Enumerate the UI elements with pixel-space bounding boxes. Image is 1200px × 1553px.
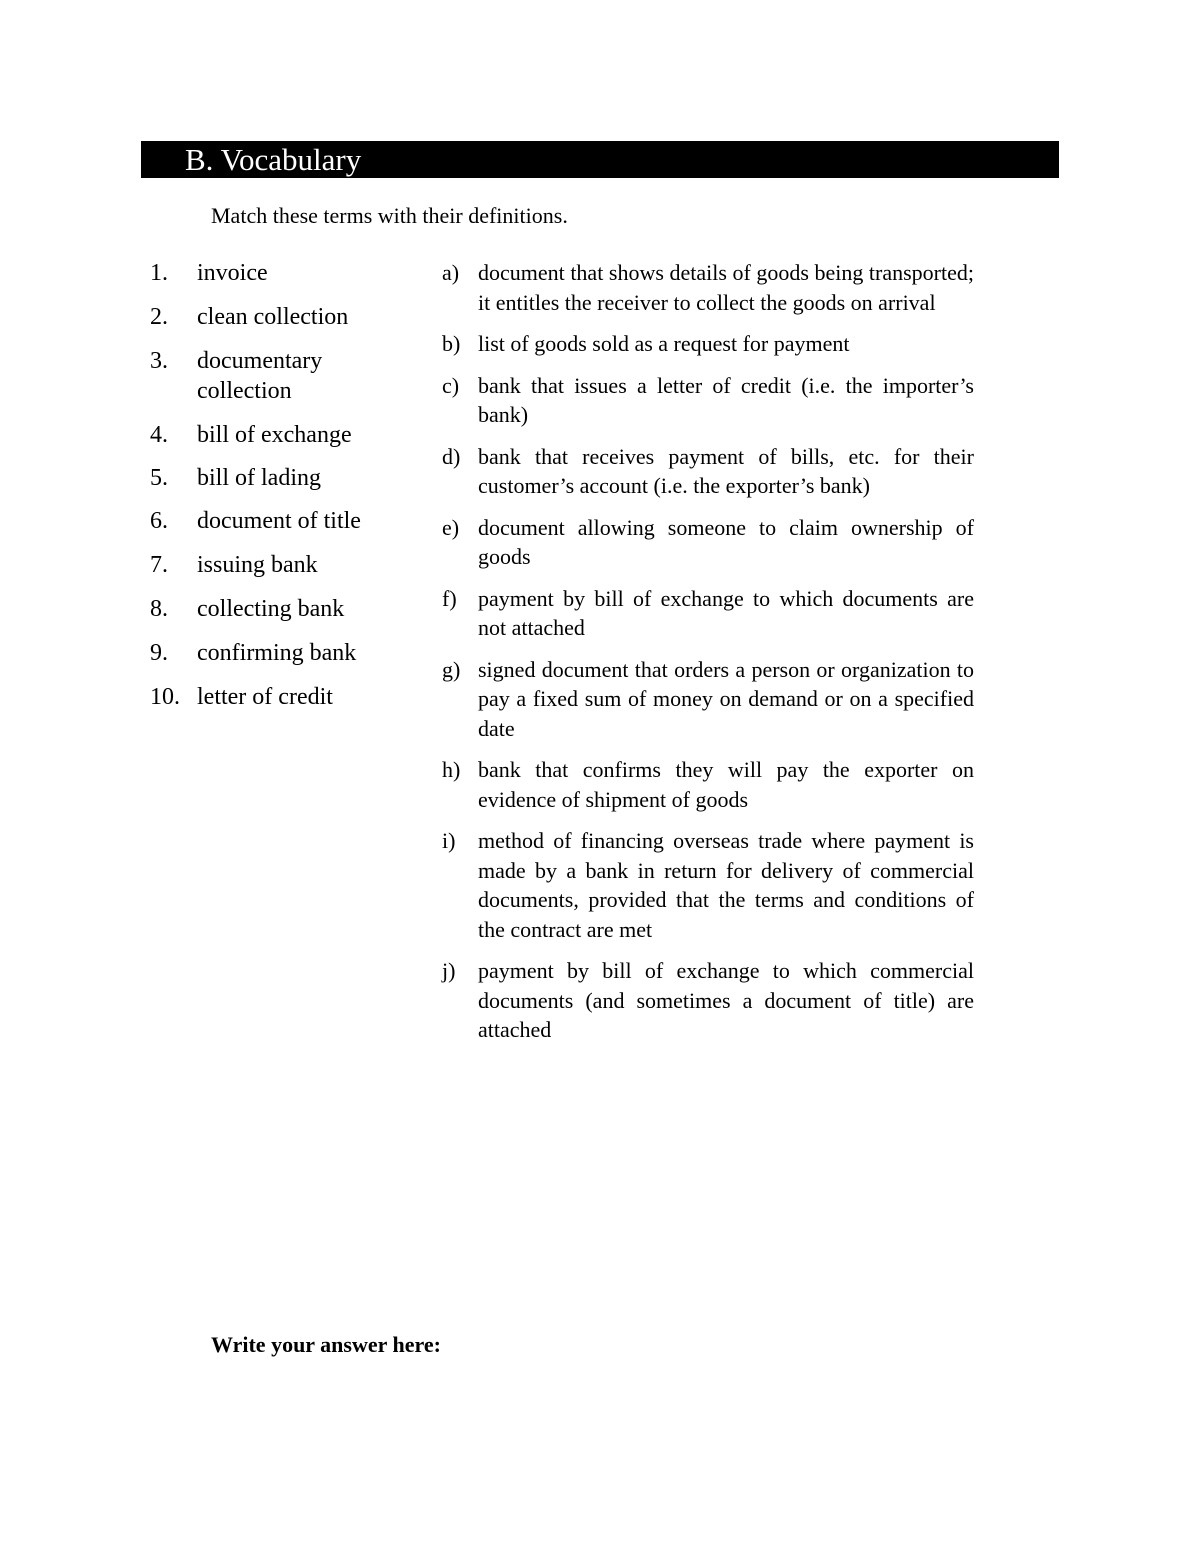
term-number: 9. bbox=[150, 640, 168, 666]
term-item bbox=[150, 420, 412, 450]
definition-item bbox=[442, 956, 974, 1045]
term-number: 8. bbox=[150, 596, 168, 622]
definition-letter: g) bbox=[442, 656, 461, 682]
definition-letter: e) bbox=[442, 514, 460, 540]
term-item bbox=[150, 302, 412, 332]
definition-item bbox=[442, 755, 974, 814]
term-number: 10. bbox=[150, 684, 180, 710]
definition-item bbox=[442, 371, 974, 430]
definition-item bbox=[442, 584, 974, 643]
definitions-list bbox=[442, 258, 974, 1045]
section-title: B. Vocabulary bbox=[185, 142, 362, 177]
term-number: 5. bbox=[150, 465, 168, 491]
term-item bbox=[150, 463, 412, 493]
term-text: bill of lading bbox=[197, 465, 321, 491]
term-text: invoice bbox=[197, 260, 268, 286]
term-number: 7. bbox=[150, 552, 168, 578]
definition-letter: f) bbox=[442, 585, 457, 611]
term-item bbox=[150, 594, 412, 624]
definition-letter: c) bbox=[442, 372, 460, 398]
definition-letter: j) bbox=[442, 958, 456, 983]
term-number: 6. bbox=[150, 508, 168, 534]
definition-text: bank that confirms they will pay the exporter on evidence of shipment of goods bbox=[478, 757, 974, 812]
term-text: issuing bank bbox=[197, 552, 318, 578]
term-text: collecting bank bbox=[197, 596, 345, 622]
definition-item bbox=[442, 258, 974, 317]
terms-list bbox=[150, 258, 412, 712]
answer-prompt: Write your answer here: bbox=[211, 1332, 441, 1357]
definition-letter: d) bbox=[442, 443, 461, 469]
term-text: document of title bbox=[197, 508, 361, 534]
definition-text: method of financing overseas trade where payment is made by a bank in return for delivery of commercial documents, provided that the terms and conditions of the contract are met bbox=[478, 828, 974, 942]
term-number: 4. bbox=[150, 422, 168, 448]
term-item bbox=[150, 550, 412, 580]
term-item bbox=[150, 506, 412, 536]
definition-text: list of goods sold as a request for payment bbox=[478, 331, 850, 356]
term-item bbox=[150, 346, 412, 406]
term-number: 3. bbox=[150, 348, 168, 374]
definition-text: bank that issues a letter of credit (i.e. the importer’s bank) bbox=[478, 372, 974, 427]
term-item bbox=[150, 258, 412, 288]
definition-text: payment by bill of exchange to which documents are not attached bbox=[478, 585, 974, 640]
definition-text: signed document that orders a person or organization to pay a fixed sum of money on demand or on a specified date bbox=[478, 656, 974, 741]
term-text: documentary collection bbox=[197, 348, 323, 404]
term-item bbox=[150, 638, 412, 668]
term-text: clean collection bbox=[197, 304, 349, 330]
term-item bbox=[150, 682, 412, 712]
term-number: 2. bbox=[150, 304, 168, 330]
definition-text: document that shows details of goods being transported; it entitles the receiver to collect the goods on arrival bbox=[478, 260, 974, 315]
definition-text: document allowing someone to claim ownership of goods bbox=[478, 514, 974, 569]
definition-letter: a) bbox=[442, 260, 460, 285]
definition-letter: i) bbox=[442, 828, 456, 853]
term-number: 1. bbox=[150, 260, 168, 286]
definition-text: bank that receives payment of bills, etc. for their customer’s account (i.e. the exporter’s bank) bbox=[478, 443, 974, 498]
definition-item bbox=[442, 513, 974, 572]
definition-item bbox=[442, 442, 974, 501]
definition-text: payment by bill of exchange to which commercial documents (and sometimes a document of title) are attached bbox=[478, 958, 974, 1042]
definition-item bbox=[442, 329, 974, 359]
instruction-text: Match these terms with their definitions. bbox=[211, 203, 568, 228]
definition-item bbox=[442, 655, 974, 744]
section-header-bar bbox=[141, 141, 1059, 178]
definition-item bbox=[442, 826, 974, 944]
definition-letter: b) bbox=[442, 331, 461, 356]
term-text: confirming bank bbox=[197, 640, 357, 666]
definition-letter: h) bbox=[442, 757, 461, 782]
term-text: bill of exchange bbox=[197, 422, 352, 448]
term-text: letter of credit bbox=[197, 684, 333, 710]
